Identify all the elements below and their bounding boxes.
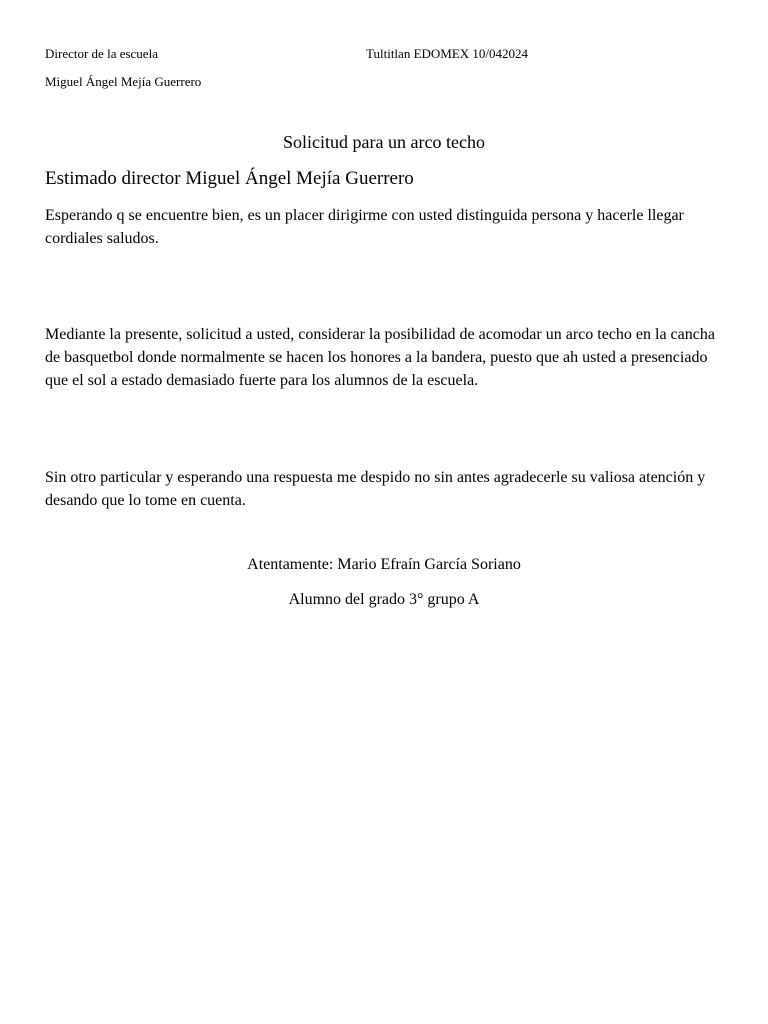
- recipient-name: Miguel Ángel Mejía Guerrero: [45, 74, 202, 89]
- letter-title: Solicitud para un arco techo: [283, 132, 485, 152]
- closing-signature: Atentamente: Mario Efraín García Soriano: [247, 556, 521, 573]
- recipient-role: Director de la escuela: [45, 46, 158, 61]
- paragraph-intro: Esperando q se encuentre bien, es un placer dirigirme con usted distinguida persona y hacerle llegar cordiales saludos.: [45, 207, 684, 247]
- signer-role: Alumno del grado 3° grupo A: [288, 591, 480, 608]
- paragraph-farewell: Sin otro particular y esperando una respuesta me despido no sin antes agradecerle su valiosa atención y desando que lo tome en cuenta.: [45, 469, 706, 509]
- place-and-date: Tultitlan EDOMEX 10/042024: [366, 46, 529, 61]
- letter-greeting: Estimado director Miguel Ángel Mejía Guerrero: [45, 168, 414, 189]
- paragraph-request: Mediante la presente, solicitud a usted, considerar la posibilidad de acomodar un arco techo en la cancha de basquetbol donde normalmente se hacen los honores a la bandera, puesto que ah usted a presenciado que el sol a estado demasiado fuerte para los alumnos de la escuela.: [45, 326, 715, 389]
